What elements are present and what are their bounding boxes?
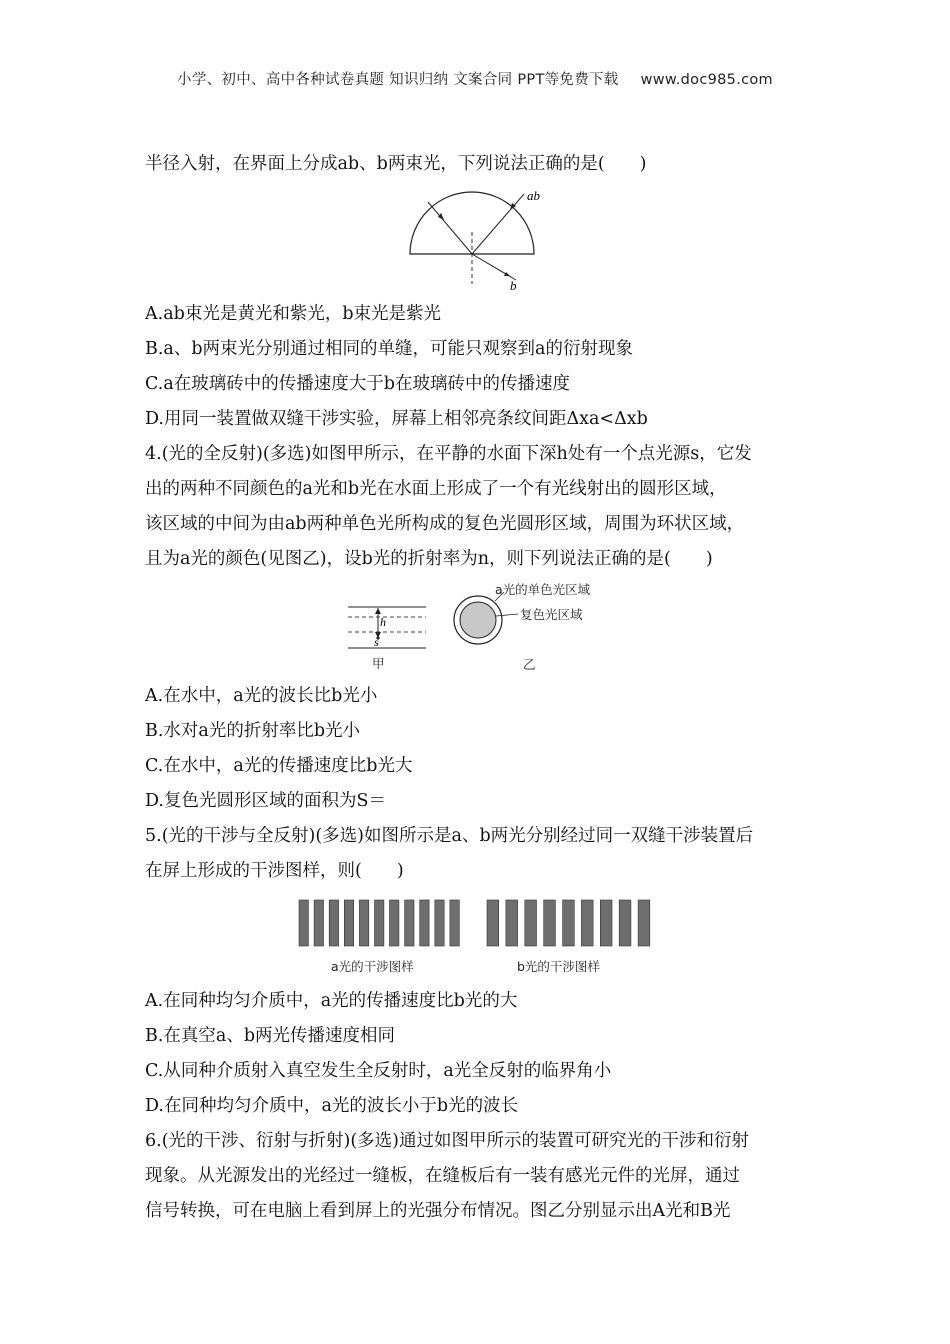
label-b: b <box>510 278 517 293</box>
page-header <box>0 68 950 89</box>
q3-option-b: B.a、b两束光分别通过相同的单缝，可能只观察到a的衍射现象 <box>145 339 633 359</box>
fringe-bar-a <box>435 900 444 946</box>
fringe-bar-a <box>314 900 323 946</box>
fringe-bar-b <box>544 900 556 946</box>
label-a-pattern: a光的干涉图样 <box>331 959 414 974</box>
header-text: 小学、初中、高中各种试卷真题 知识归纳 文案合同 PPT等免费下载 <box>177 72 619 88</box>
fringe-bar-a <box>344 900 353 946</box>
q5-option-c: C.从同种介质射入真空发生全反射时，a光全反射的临界角小 <box>145 1061 612 1081</box>
label-ab: ab <box>527 188 540 203</box>
q4-stem-line-1: 4.(光的全反射)(多选)如图甲所示，在平静的水面下深h处有一个点光源s，它发 <box>145 444 752 464</box>
q4-stem-line-2: 出的两种不同颜色的a光和b光在水面上形成了一个有光线射出的圆形区域， <box>145 479 727 499</box>
fringe-bar-b <box>600 900 612 946</box>
fringe-pattern-a <box>299 900 459 946</box>
q4-stem-line-4: 且为a光的颜色(见图乙)，设b光的折射率为n，则下列说法正确的是( ) <box>145 549 713 569</box>
label-h: h <box>380 615 386 629</box>
fringe-bar-b <box>619 900 631 946</box>
fringe-bar-a <box>359 900 368 946</box>
fringe-bar-b <box>563 900 575 946</box>
q3-option-a: A.ab束光是黄光和紫光，b束光是紫光 <box>145 304 442 324</box>
fringe-bar-a <box>450 900 459 946</box>
fringe-pattern-b <box>487 900 650 946</box>
fringe-bar-b <box>581 900 593 946</box>
q4-stem-line-3: 该区域的中间为由ab两种单色光所构成的复色光圆形区域，周围为环状区域， <box>145 514 745 534</box>
label-s: s <box>374 635 379 649</box>
q5-stem-line-1: 5.(光的干涉与全反射)(多选)如图所示是a、b两光分别经过同一双缝干涉装置后 <box>145 826 754 846</box>
fringe-bar-b <box>487 900 499 946</box>
q5-stem-line-2: 在屏上形成的干涉图样，则( ) <box>145 861 404 881</box>
q5-option-b: B.在真空a、b两光传播速度相同 <box>145 1026 396 1046</box>
q6-stem-line-1: 6.(光的干涉、衍射与折射)(多选)通过如图甲所示的装置可研究光的干涉和衍射 <box>145 1131 750 1151</box>
q4-option-b: B.水对a光的折射率比b光小 <box>145 721 361 741</box>
fringe-bar-a <box>375 900 384 946</box>
q6-stem-line-3: 信号转换，可在电脑上看到屏上的光强分布情况。图乙分别显示出A光和B光 <box>145 1201 731 1221</box>
q4-option-d: D.复色光圆形区域的面积为S＝ <box>145 791 386 811</box>
fringe-bar-b <box>506 900 518 946</box>
label-center-region: 复色光区域 <box>520 607 583 622</box>
fringe-bar-a <box>329 900 338 946</box>
q3-stem: 半径入射，在界面上分成ab、b两束光，下列说法正确的是( ) <box>145 154 647 174</box>
label-yi: 乙 <box>523 657 536 672</box>
q3-option-d: D.用同一装置做双缝干涉实验，屏幕上相邻亮条纹间距Δxa<Δxb <box>145 409 648 429</box>
q4-water-figure <box>340 580 640 675</box>
fringe-bar-a <box>299 900 308 946</box>
q5-interference-figure <box>295 895 665 977</box>
q4-option-a: A.在水中，a光的波长比b光小 <box>145 686 378 706</box>
q3-semicircle-figure <box>400 184 550 294</box>
fringe-bar-a <box>420 900 429 946</box>
fringe-bar-b <box>525 900 537 946</box>
header-url[interactable]: www.doc985.com <box>640 72 773 88</box>
q3-option-c: C.a在玻璃砖中的传播速度大于b在玻璃砖中的传播速度 <box>145 374 570 394</box>
fringe-bar-b <box>638 900 650 946</box>
q5-option-a: A.在同种均匀介质中，a光的传播速度比b光的大 <box>145 991 518 1011</box>
label-b-pattern: b光的干涉图样 <box>517 959 600 974</box>
label-ring-region: a光的单色光区域 <box>495 582 591 597</box>
q4-option-c: C.在水中，a光的传播速度比b光大 <box>145 756 413 776</box>
fringe-bar-a <box>390 900 399 946</box>
q5-option-d: D.在同种均匀介质中，a光的波长小于b光的波长 <box>145 1096 519 1116</box>
fringe-bar-a <box>405 900 414 946</box>
q6-stem-line-2: 现象。从光源发出的光经过一缝板，在缝板后有一装有感光元件的光屏，通过 <box>145 1166 740 1186</box>
label-jia: 甲 <box>372 656 385 671</box>
